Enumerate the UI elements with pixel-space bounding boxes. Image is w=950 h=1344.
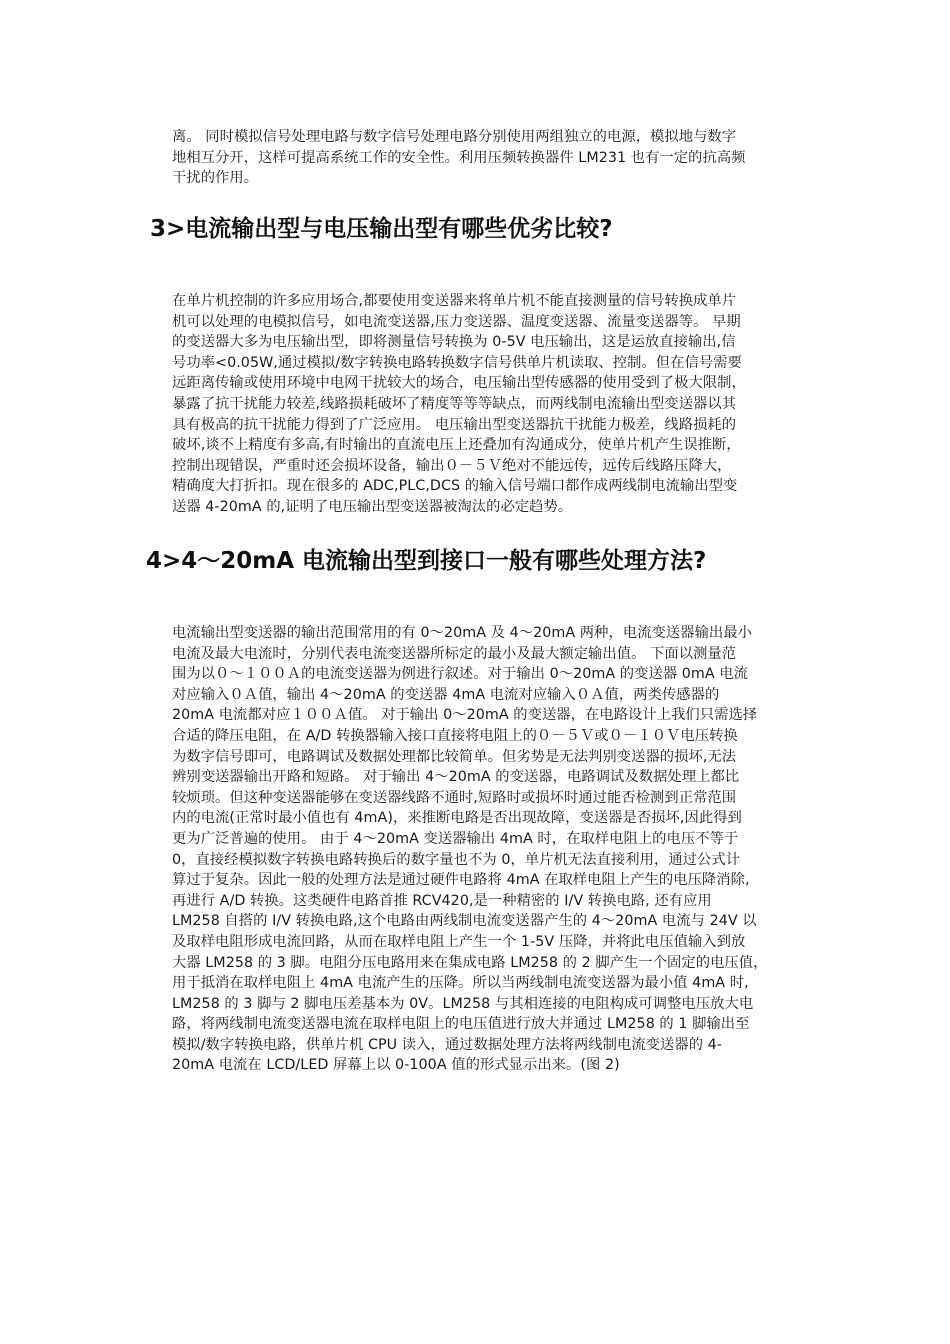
text-line: 电流输出型变送器的输出范围常用的有 0～20mA 及 4～20mA 两种，电流变送器输出最小: [172, 625, 752, 641]
text-line: 20mA 电流都对应１００Ａ值。 对于输出 0～20mA 的变送器，在电路设计上我们只需选择: [172, 707, 758, 724]
text-line: 送器 4-20mA 的,证明了电压输出型变送器被淘汰的必定趋势。: [172, 498, 573, 515]
text-line: 0，直接经模拟数字转换电路转换后的数字量也不为 0，单片机无法直接利用，通过公式计: [172, 851, 741, 868]
text-line: 大器 LM258 的 3 脚。电阻分压电路用来在集成电路 LM258 的 2 脚产生一个固定的电压值，: [172, 954, 768, 971]
text-line: 内的电流(正常时最小值也有 4mA)，来推断电路是否出现故障，变送器是否损坏,因此得到: [172, 810, 742, 827]
text-line: 为数字信号即可，电路调试及数据处理都比较简单。但劣势是无法判别变送器的损坏,无法: [172, 748, 737, 765]
text-line: 在单片机控制的许多应用场合,都要使用变送器来将单片机不能直接测量的信号转换成单片: [172, 293, 737, 309]
text-line: 的变送器大多为电压输出型，即将测量信号转换为 0-5V 电压输出，这是运放直接输出,信: [172, 334, 736, 351]
text-line: 破坏,谈不上精度有多高,有时输出的直流电压上还叠加有沟通成分，使单片机产生误推断，: [172, 437, 741, 454]
text-line: 电流及最大电流时，分别代表电流变送器所标定的最小及最大额定输出值。 下面以测量范: [172, 645, 737, 662]
text-line: 及取样电阻形成电流回路，从而在取样电阻上产生一个 1-5V 压降，并将此电压值输入到放: [172, 933, 746, 950]
text-line: 模拟/数字转换电路，供单片机 CPU 读入，通过数据处理方法将两线制电流变送器的 4-: [172, 1036, 723, 1053]
text-line: 对应输入０Ａ值，输出 4～20mA 的变送器 4mA 电流对应输入０Ａ值，两类传感器的: [172, 686, 720, 703]
text-line: 用于抵消在取样电阻上 4mA 电流产生的压降。所以当两线制电流变送器为最小值 4mA 时,: [172, 975, 749, 992]
text-line: 合适的降压电阻，在 A/D 转换器输入接口直接将电阻上的０－５Ｖ或０－１０Ｖ电压转换: [172, 727, 738, 744]
paragraph-4-20ma-processing: [172, 623, 802, 1076]
section-heading-3: 3>电流输出型与电压输出型有哪些优劣比较?: [150, 216, 613, 242]
text-line: 较烦琐。但这种变送器能够在变送器线路不通时,短路时或损坏时通过能否检测到正常范围: [172, 789, 737, 806]
text-line: 路，将两线制电流变送器电流在取样电阻上的电压值进行放大并通过 LM258 的 1 脚输出至: [172, 1016, 750, 1033]
text-line: 再进行 A/D 转换。这类硬件电路首推 RCV420,是一种精密的 I/V 转换电路, 还有应用: [172, 892, 712, 909]
text-line: 具有极高的抗干扰能力得到了广泛应用。 电压输出型变送器抗干扰能力极差，线路损耗的: [172, 416, 737, 433]
text-line: 20mA 电流在 LCD/LED 屏幕上以 0-100A 值的形式显示出来。(图 2): [172, 1057, 620, 1074]
text-line: LM258 自搭的 I/V 转换电路,这个电路由两线制电流变送器产生的 4～20mA 电流与 24V 以: [172, 913, 757, 930]
text-line: 控制出现错误，严重时还会损坏设备，输出０－５Ｖ绝对不能远传，远传后线路压降大，: [172, 457, 732, 474]
text-line: 地相互分开，这样可提高系统工作的安全性。利用压频转换器件 LM231 也有一定的抗高频: [172, 149, 746, 166]
paragraph-isolation: [172, 127, 802, 189]
text-line: 远距离传输或使用环境中电网干扰较大的场合，电压输出型传感器的使用受到了极大限制，: [172, 375, 746, 392]
text-line: 更为广泛普遍的使用。 由于 4～20mA 变送器输出 4mA 时，在取样电阻上的电压不等于: [172, 830, 739, 847]
section-heading-4: 4>4～20mA 电流输出型到接口一般有哪些处理方法?: [146, 548, 707, 574]
text-line: 暴露了抗干扰能力较差,线路损耗破坏了精度等等等缺点，而两线制电流输出型变送器以其: [172, 395, 737, 412]
text-line: 精确度大打折扣。现在很多的 ADC,PLC,DCS 的输入信号端口都作成两线制电流输出型变: [172, 478, 738, 495]
paragraph-current-vs-voltage: [172, 291, 802, 518]
text-line: 号功率<0.05W,通过模拟/数字转换电路转换数字信号供单片机读取、控制。但在信号需要: [172, 354, 742, 371]
text-line: 算过于复杂。因此一般的处理方法是通过硬件电路将 4mA 在取样电阻上产生的电压降消除,: [172, 872, 750, 889]
text-line: 围为以０～１００Ａ的电流变送器为例进行叙述。对于输出 0～20mA 的变送器 0mA 电流: [172, 666, 749, 683]
text-line: 机可以处理的电模拟信号，如电流变送器,压力变送器、温度变送器、流量变送器等。 早期: [172, 313, 741, 330]
text-line: 离。 同时模拟信号处理电路与数字信号处理电路分别使用两组独立的电源，模拟地与数字: [172, 129, 737, 145]
text-line: 干扰的作用。: [172, 170, 259, 187]
text-line: LM258 的 3 脚与 2 脚电压差基本为 0V。LM258 与其相连接的电阻构成可调整电压放大电: [172, 995, 754, 1012]
text-line: 辨别变送器输出开路和短路。 对于输出 4～20mA 的变送器，电路调试及数据处理上都比: [172, 769, 740, 786]
